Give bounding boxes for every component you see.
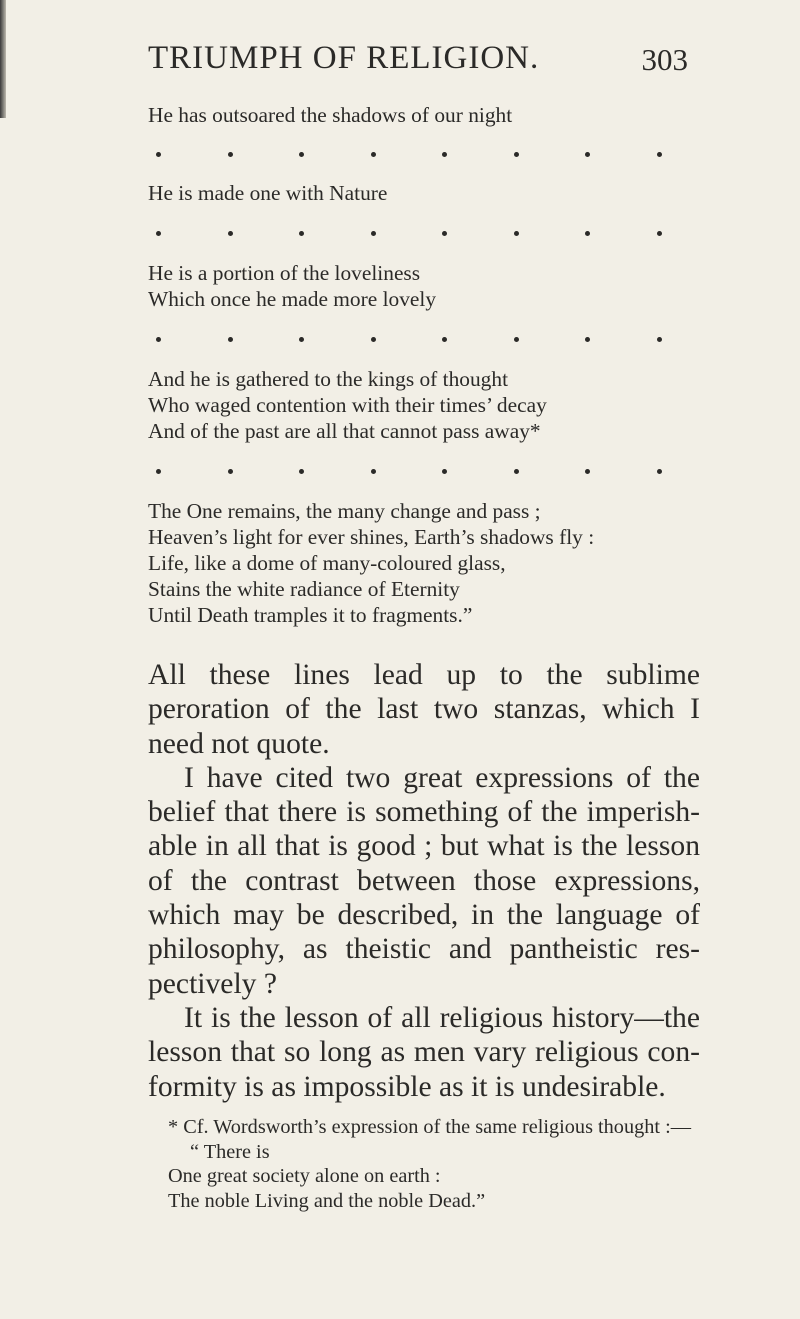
page-header: [148, 40, 688, 90]
footnote-text: * Cf. Wordsworth’s expression of the same religious thought :—: [168, 1116, 691, 1138]
page-number: 303: [641, 42, 688, 77]
verse-line: He is made one with Nature: [148, 181, 388, 205]
verse-line: And he is gathered to the kings of thought: [148, 367, 509, 391]
verse-line: Who waged contention with their times’ decay: [148, 393, 547, 417]
footnote-quote-line: “ There is: [190, 1140, 270, 1163]
footnote-quote-line: One great society alone on earth :: [168, 1165, 441, 1187]
verse-line: Until Death tramples it to fragments.”: [148, 603, 473, 627]
ellipsis-dots: [156, 444, 662, 498]
verse-line: Which once he made more lovely: [148, 287, 437, 311]
verse-line: And of the past are all that cannot pass away*: [148, 419, 541, 443]
verse-line: He has outsoared the shadows of our night: [148, 103, 513, 127]
footnote: [148, 1115, 700, 1213]
body-text: [148, 658, 700, 1104]
paragraph: I have cited two great expressions of the belief that there is something of the imperish-able in all that is good ; but what is the lesson of the contrast between those expressions, which may be described, in the language of philosophy, as theistic and pantheistic res-pectively ?: [148, 761, 700, 1000]
footnote-quote-line: The noble Living and the noble Dead.”: [168, 1189, 486, 1212]
page-edge-shadow: [0, 0, 6, 118]
running-title: TRIUMPH OF RELIGION.: [148, 40, 540, 76]
verse-quotation: [148, 102, 708, 628]
verse-line: He is a portion of the loveliness: [148, 261, 421, 285]
paragraph: It is the lesson of all religious history—the lesson that so long as men vary religious con-formity is as impossible as it is undesirable.: [148, 1001, 700, 1103]
ellipsis-dots: [156, 312, 662, 366]
verse-line: Life, like a dome of many-coloured glass,: [148, 551, 506, 575]
verse-line: Heaven’s light for ever shines, Earth’s shadows fly :: [148, 525, 595, 549]
ellipsis-dots: [156, 128, 662, 180]
verse-line: The One remains, the many change and pass ;: [148, 499, 541, 523]
paragraph: All these lines lead up to the sublime peroration of the last two stanzas, which I need not quote.: [148, 659, 700, 760]
ellipsis-dots: [156, 206, 662, 260]
verse-line: Stains the white radiance of Eternity: [148, 577, 460, 601]
